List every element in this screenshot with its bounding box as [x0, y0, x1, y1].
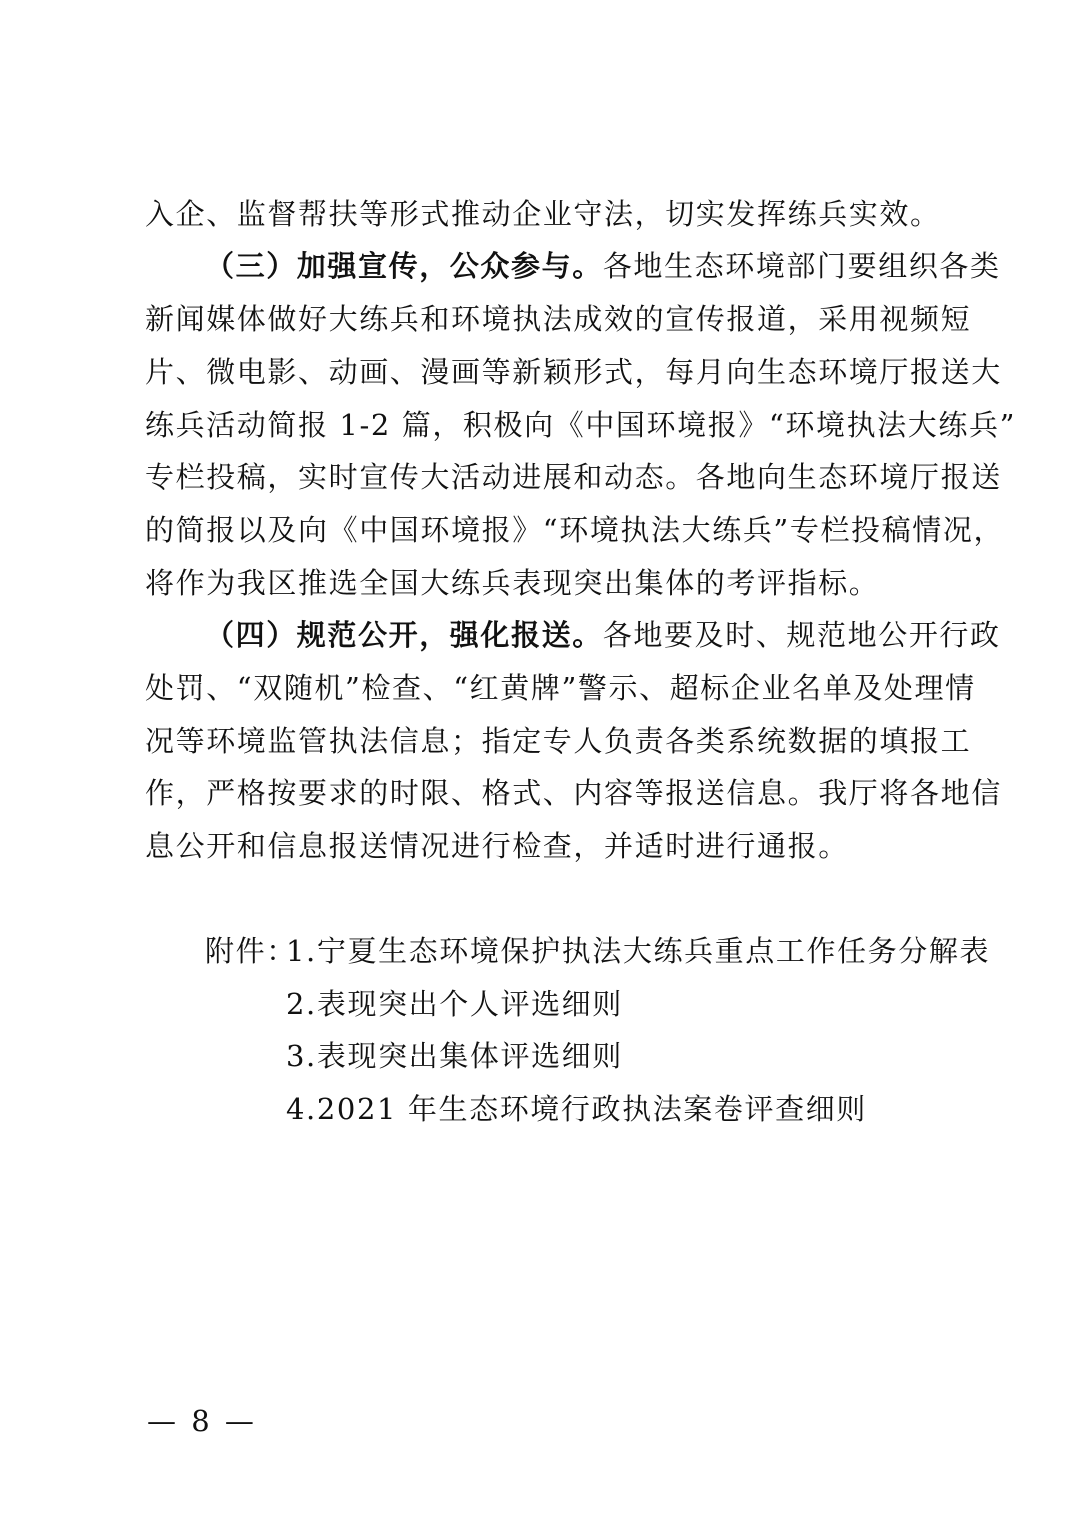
paragraph-line: 况等环境监管执法信息；指定专人负责各类系统数据的填报工: [145, 724, 972, 758]
attachment-item: 1.宁夏生态环境保护执法大练兵重点工作任务分解表: [286, 934, 991, 968]
paragraph-line: 处罚、“双随机”检查、“红黄牌”警示、超标企业名单及处理情: [145, 671, 976, 705]
paragraph-line: 将作为我区推选全国大练兵表现突出集体的考评指标。: [145, 566, 880, 600]
section-4-first-line: [205, 618, 1001, 652]
paragraph-line: 息公开和信息报送情况进行检查，并适时进行通报。: [145, 829, 849, 863]
paragraph-text: 各地要及时、规范地公开行政: [602, 618, 1001, 652]
attachment-item: 3.表现突出集体评选细则: [286, 1039, 623, 1073]
attachment-item: 4.2021 年生态环境行政执法案卷评查细则: [286, 1092, 867, 1126]
paragraph-line: 新闻媒体做好大练兵和环境执法成效的宣传报道，采用视频短: [145, 302, 972, 336]
page-number: — 8 —: [147, 1404, 257, 1438]
paragraph-line: 练兵活动简报 1-2 篇，积极向《中国环境报》“环境执法大练兵”: [145, 408, 1016, 442]
paragraph-line: 作，严格按要求的时限、格式、内容等报送信息。我厅将各地信: [145, 776, 1002, 810]
attachment-item: 2.表现突出个人评选细则: [286, 987, 623, 1021]
paragraph-line: 片、微电影、动画、漫画等新颖形式，每月向生态环境厅报送大: [145, 355, 1002, 389]
section-4-heading: （四）规范公开，强化报送。: [205, 618, 603, 652]
paragraph-line: 的简报以及向《中国环境报》“环境执法大练兵”专栏投稿情况，: [145, 513, 1005, 547]
paragraph-line: 专栏投稿，实时宣传大活动进展和动态。各地向生态环境厅报送: [145, 460, 1002, 494]
paragraph-text: 各地生态环境部门要组织各类: [602, 249, 1001, 283]
attachments-label: 附件：: [205, 934, 297, 968]
section-3-heading: （三）加强宣传，公众参与。: [205, 249, 603, 283]
paragraph-line: 入企、监督帮扶等形式推动企业守法，切实发挥练兵实效。: [145, 197, 941, 231]
section-3-first-line: [205, 249, 1001, 283]
